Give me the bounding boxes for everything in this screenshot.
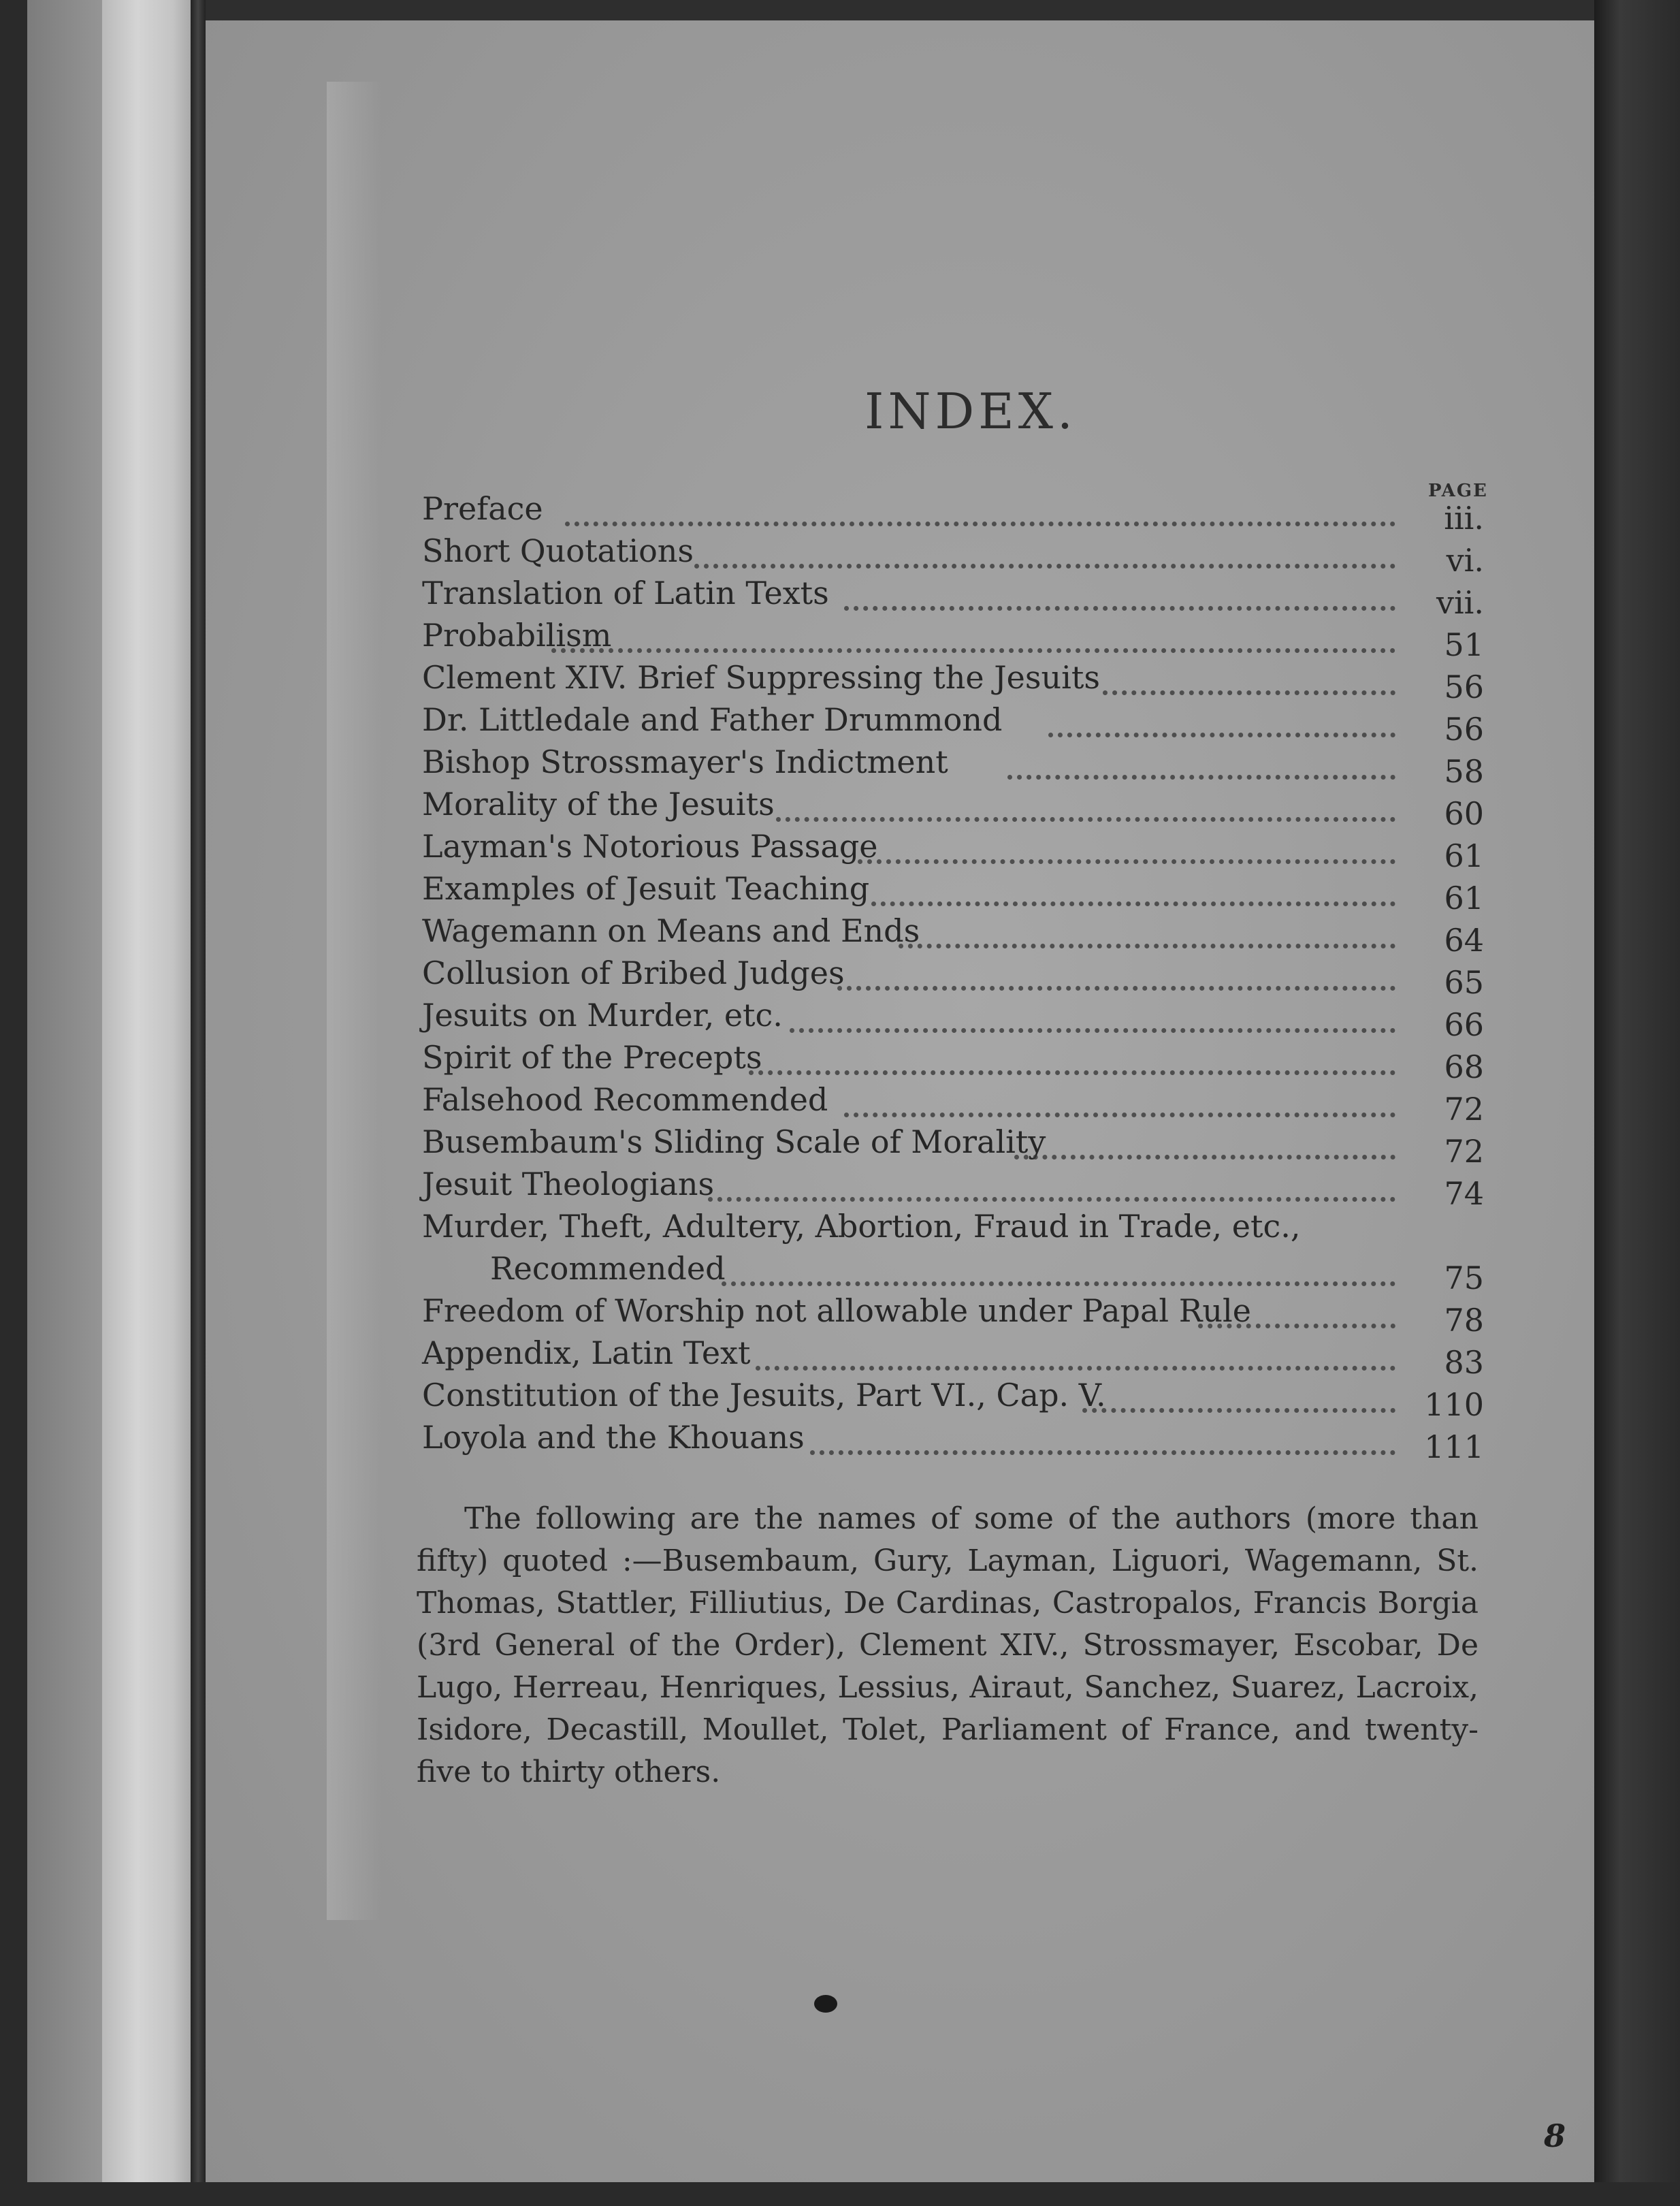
toc-entry <box>422 1208 1498 1296</box>
toc-entry <box>422 1166 1498 1212</box>
toc-entry-page: 56 <box>1444 711 1484 748</box>
toc-entry-title: Murder, Theft, Adultery, Abortion, Fraud in Trade, etc., <box>422 1208 1301 1245</box>
book-spine <box>102 0 191 2206</box>
toc-entry-title: Wagemann on Means and Ends <box>422 912 920 949</box>
toc-entry-page: 66 <box>1444 1006 1484 1043</box>
toc-entry-page: vii. <box>1436 584 1484 621</box>
spine-shadow <box>191 0 206 2206</box>
toc-entry-page: 74 <box>1444 1175 1484 1212</box>
toc-entry-page: 65 <box>1444 964 1484 1001</box>
scan-border-left <box>0 0 27 2206</box>
toc-entry-title: Constitution of the Jesuits, Part VI., Cap. V. <box>422 1377 1106 1413</box>
toc-entry-title: Jesuit Theologians <box>422 1166 715 1202</box>
toc-entry <box>422 1377 1498 1423</box>
toc-entry <box>422 744 1498 790</box>
scan-border-right <box>1594 0 1680 2206</box>
toc-entry-page: 110 <box>1424 1386 1484 1423</box>
toc-entry-title: Layman's Notorious Passage <box>422 828 878 865</box>
ink-blot <box>814 1995 837 2013</box>
toc-entry <box>422 786 1498 832</box>
toc-entry-title-continued: Recommended <box>490 1250 726 1287</box>
authors-paragraph: The following are the names of some of the authors (more than fifty) quoted :—Busembaum, Gury, Layman, Liguori, Wagemann, St. Thomas, Stattler, Filliutius, De Cardinas, Castropalos, Francis Borgia (3rd General of the Order), Clement XIV., Strossmayer, Escobar, De Lugo, Herreau, Henriques, Lessius, Airaut, Sanchez, Suarez, Lacroix, Isidore, Decastill, Moullet, Tolet, Parliament of France, and twenty-five to thirty others. <box>417 1501 1479 1789</box>
dot-leader <box>871 874 1395 906</box>
page-stain <box>327 82 381 1920</box>
toc-entry <box>422 659 1498 705</box>
dot-leader <box>844 1085 1395 1117</box>
toc-entry-title: Appendix, Latin Text <box>422 1334 751 1371</box>
dot-leader <box>1014 1128 1395 1160</box>
toc-entry-title: Translation of Latin Texts <box>422 575 829 611</box>
toc-entry-page: 56 <box>1444 669 1484 705</box>
toc-entry-title: Morality of the Jesuits <box>422 786 775 822</box>
toc-entry-title: Busembaum's Sliding Scale of Morality <box>422 1123 1046 1160</box>
dot-leader <box>810 1423 1395 1455</box>
corner-mark: 8 <box>1544 2117 1566 2154</box>
toc-entry-page: iii. <box>1444 500 1484 537</box>
toc-entry <box>422 1081 1498 1128</box>
toc-entry <box>422 828 1498 874</box>
dot-leader <box>1007 748 1395 780</box>
toc-entry-title: Preface <box>422 490 543 527</box>
toc-entry-title: Collusion of Bribed Judges <box>422 955 845 991</box>
toc-entry <box>422 1334 1498 1381</box>
dot-leader <box>1082 1381 1395 1413</box>
dot-leader <box>837 959 1395 991</box>
toc-entry-page: 72 <box>1444 1091 1484 1128</box>
toc-entry-page: 75 <box>1444 1260 1484 1296</box>
toc-entry-page: 64 <box>1444 922 1484 959</box>
toc-entry <box>422 870 1498 916</box>
toc-entry-title: Clement XIV. Brief Suppressing the Jesuits <box>422 659 1100 696</box>
toc-entry <box>422 1419 1498 1465</box>
dot-leader <box>722 1254 1395 1286</box>
dot-leader <box>708 1170 1395 1202</box>
toc-entry-page: 72 <box>1444 1133 1484 1170</box>
toc-entry-title: Freedom of Worship not allowable under Papal Rule <box>422 1292 1251 1329</box>
dot-leader <box>749 1043 1395 1075</box>
toc-entry-title: Dr. Littledale and Father Drummond <box>422 701 1003 738</box>
dot-leader <box>756 1339 1395 1371</box>
toc-entry <box>422 1123 1498 1170</box>
toc-entry-page: 61 <box>1444 837 1484 874</box>
page-title: INDEX. <box>865 383 1077 440</box>
toc-entry-title: Jesuits on Murder, etc. <box>422 997 783 1034</box>
facing-page-edge <box>27 0 102 2206</box>
toc-entry <box>422 955 1498 1001</box>
toc-entry <box>422 1039 1498 1085</box>
toc-entry-title: Bishop Strossmayer's Indictment <box>422 744 948 780</box>
toc-entry <box>422 701 1498 748</box>
toc-entry-title: Short Quotations <box>422 532 694 569</box>
toc-entry-title: Spirit of the Precepts <box>422 1039 762 1076</box>
dot-leader <box>844 579 1395 611</box>
toc-entry-title: Falsehood Recommended <box>422 1081 828 1118</box>
dot-leader <box>551 621 1395 653</box>
scan-border-bottom <box>0 2182 1680 2206</box>
toc-entry-page: 111 <box>1424 1428 1484 1465</box>
toc-entry <box>422 912 1498 959</box>
toc-entry-page: 68 <box>1444 1049 1484 1085</box>
dot-leader <box>1048 705 1395 737</box>
dot-leader <box>1103 663 1395 695</box>
toc-entry-page: 60 <box>1444 795 1484 832</box>
toc-entry-title: Examples of Jesuit Teaching <box>422 870 870 907</box>
toc-entry <box>422 575 1498 621</box>
dot-leader <box>1198 1296 1395 1328</box>
toc-entry <box>422 490 1498 537</box>
toc-entry <box>422 617 1498 663</box>
page-column-header: PAGE <box>1428 481 1488 501</box>
toc-entry-title: Probabilism <box>422 617 612 654</box>
toc-entry-title: Loyola and the Khouans <box>422 1419 805 1456</box>
toc-entry <box>422 532 1498 579</box>
dot-leader <box>858 832 1395 864</box>
dot-leader <box>776 790 1395 822</box>
scan-border-top <box>206 0 1594 20</box>
toc-entry-page: 83 <box>1444 1344 1484 1381</box>
dot-leader <box>790 1001 1395 1033</box>
toc-entry-page: 51 <box>1444 626 1484 663</box>
dot-leader <box>565 494 1395 526</box>
toc-entry-page: vi. <box>1446 542 1484 579</box>
toc-entry <box>422 997 1498 1043</box>
dot-leader <box>899 916 1395 948</box>
toc-entry-page: 61 <box>1444 880 1484 916</box>
toc-entry-page: 78 <box>1444 1302 1484 1339</box>
toc-entry-page: 58 <box>1444 753 1484 790</box>
toc-entry <box>422 1292 1498 1339</box>
dot-leader <box>694 537 1395 569</box>
